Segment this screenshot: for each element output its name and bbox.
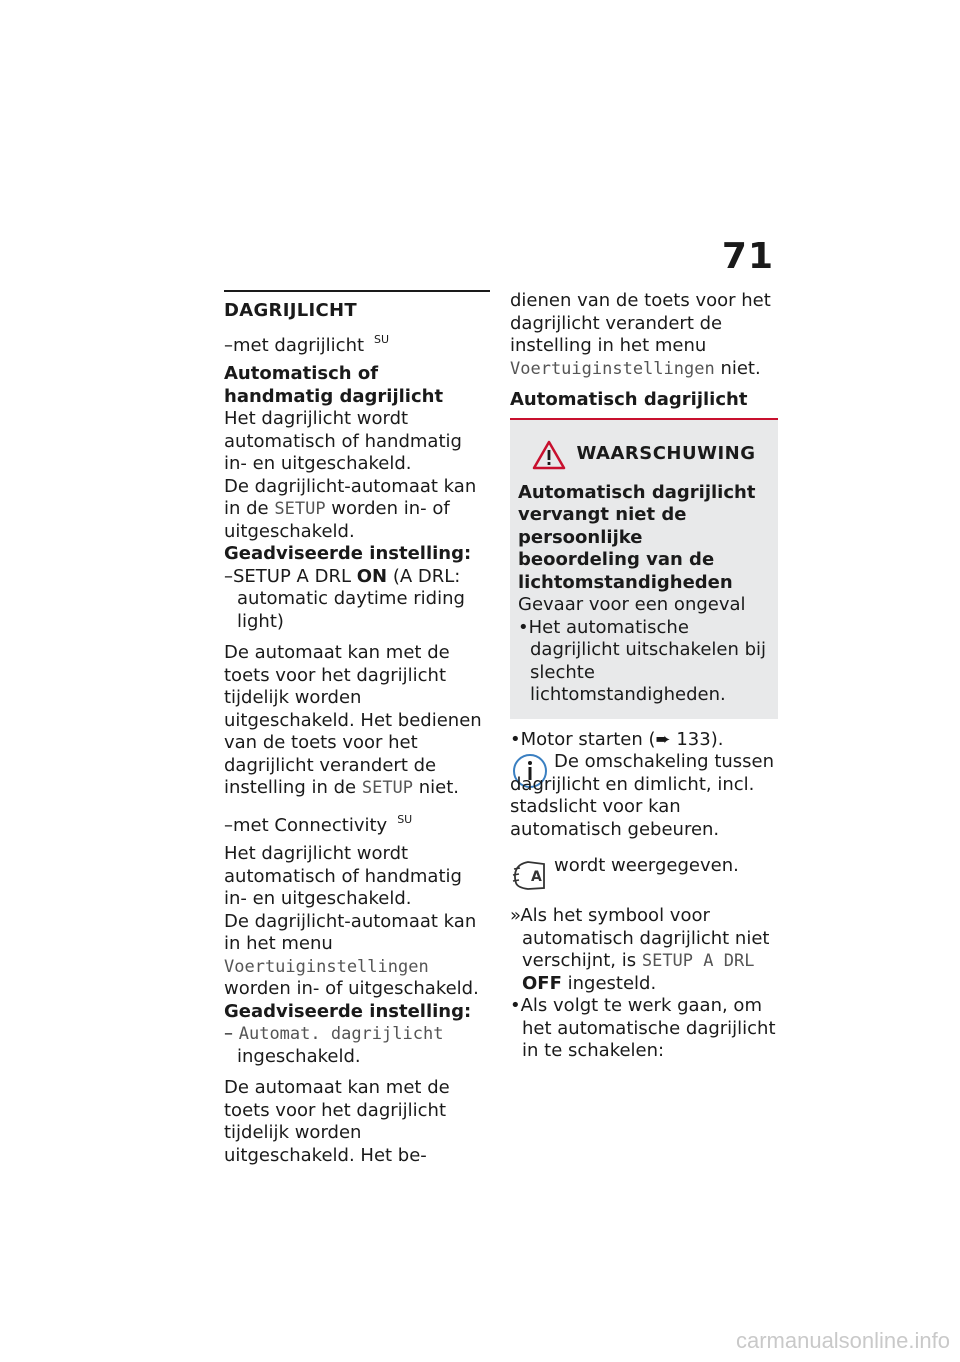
info-note — [510, 751, 778, 841]
paragraph: dienen van de toets voor het dagrijlicht verandert de instelling in het menu Voertuiginstellingen niet. — [510, 290, 771, 379]
warning-triangle-icon — [532, 440, 566, 470]
condition-item: »Als het symbool voor automatisch dagrijlicht niet verschijnt, is SETUP A DRL OFF ingesteld. — [510, 905, 770, 994]
warning-header — [518, 440, 770, 470]
bullet-enable: •Als volgt te werk gaan, om het automatische dagrijlicht in te schakelen: — [510, 995, 776, 1061]
right-column — [510, 290, 778, 1063]
section-rule — [224, 290, 490, 292]
section-title: DAGRIJLICHT — [224, 300, 357, 321]
warning-box — [510, 418, 778, 719]
info-text: De omschakeling tussen dagrijlicht en dimlicht, incl. stadslicht voor kan automatisch gebeuren. — [510, 751, 775, 840]
auto-symbol-text: wordt weergegeven. — [554, 855, 739, 876]
svg-text:A: A — [531, 869, 542, 885]
paragraph: De automaat kan met de toets voor het dagrijlicht tijdelijk worden uitgeschakeld. Het be- — [224, 1077, 450, 1166]
warning-title: WAARSCHUWING — [576, 443, 756, 465]
menu-ref: Voertuiginstellingen — [224, 956, 429, 977]
advised-setting-label: Geadviseerde instelling: — [224, 543, 472, 564]
paragraph: Het dagrijlicht wordt automatisch of handmatig in- en uitgeschakeld. — [224, 408, 462, 474]
warning-heading: Automatisch dagrijlicht vervangt niet de persoonlijke beoordeling van de lichtomstandigheden — [518, 481, 756, 593]
heading-auto-manual: Automatisch of handmatig dagrijlicht — [224, 363, 444, 407]
heading-auto-daylight: Automatisch dagrijlicht — [510, 389, 748, 410]
warning-bullet: •Het automatische dagrijlicht uitschakelen bij slechte lichtomstandigheden. — [518, 616, 767, 705]
variant-sup: SU — [374, 332, 390, 346]
watermark: carmanualsonline.info — [735, 1328, 950, 1353]
menu-ref: SETUP — [274, 499, 326, 519]
variant-label: –met Connectivity — [224, 814, 388, 836]
advised-setting-item: –SETUP A DRL ON (A DRL: automatic daytime riding light) — [224, 565, 465, 632]
warning-line: Gevaar voor een ongeval — [518, 594, 746, 615]
variant-connectivity — [224, 809, 490, 838]
arrow-icon: ➨ — [655, 728, 671, 750]
page-number: 71 — [721, 236, 774, 277]
paragraph: De dagrijlicht-automaat kan in het menu Voertuiginstellingen worden in- of uitgeschakeld. — [224, 910, 479, 999]
advised-setting-label: Geadviseerde instelling: — [224, 1000, 472, 1022]
variant-label: –met dagrijlicht — [224, 334, 365, 356]
variant-dagrijlicht — [224, 329, 490, 358]
bullet-start-engine: •Motor starten (➨ 133). — [510, 728, 724, 750]
advised-setting-item: – Automat. dagrijlicht ingeschakeld. — [224, 1023, 444, 1067]
paragraph: De automaat kan met de toets voor het dagrijlicht tijdelijk worden uitgeschakeld. Het bedienen van de toets voor het dagrijlicht verandert de instelling in de SETUP niet. — [224, 642, 482, 798]
menu-ref: SETUP — [361, 778, 414, 798]
left-column — [224, 290, 490, 1167]
variant-sup: SU — [397, 812, 413, 826]
auto-daylight-symbol-icon — [510, 855, 550, 895]
auto-symbol-row — [510, 855, 778, 895]
paragraph: De dagrijlicht-automaat kan in de SETUP worden in- of uitgeschakeld. — [224, 475, 477, 542]
menu-ref: SETUP A DRL — [641, 951, 755, 971]
menu-ref: Voertuiginstellingen — [510, 358, 715, 379]
menu-ref: Automat. dagrijlicht — [238, 1024, 444, 1044]
paragraph: Het dagrijlicht wordt automatisch of handmatig in- en uitgeschakeld. — [224, 843, 462, 909]
